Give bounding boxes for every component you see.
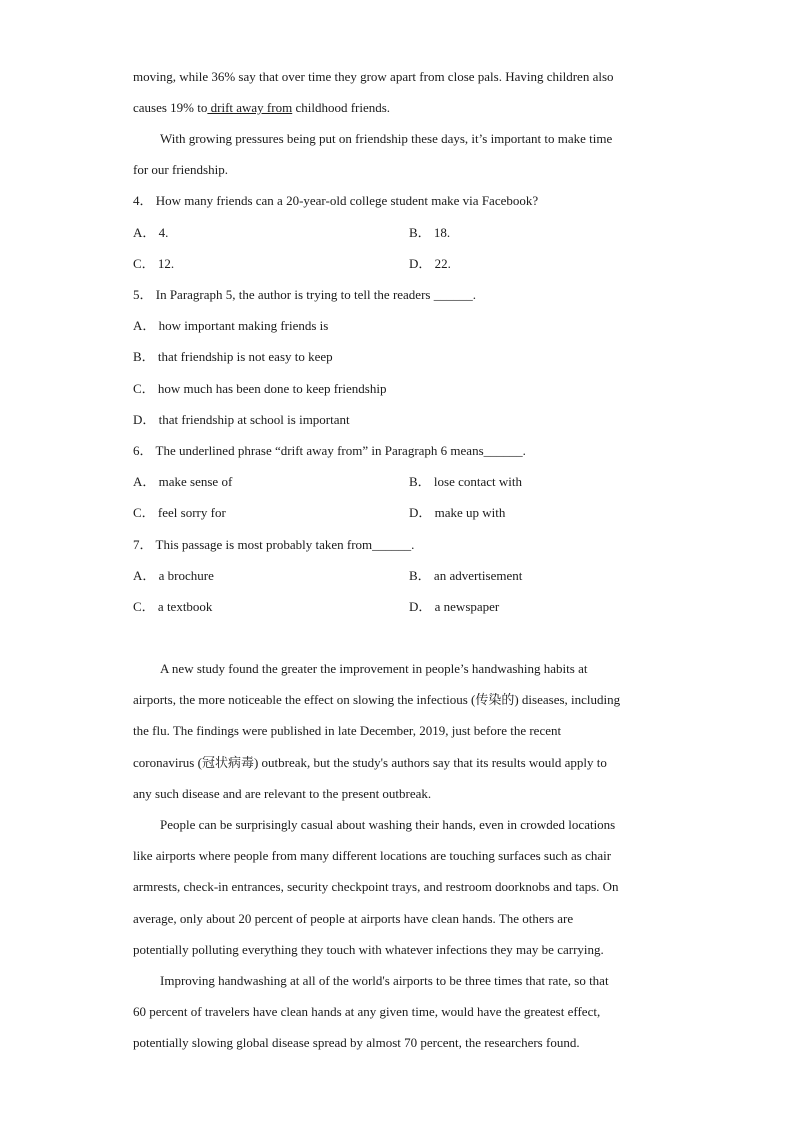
passage2-line: coronavirus (冠状病毒) outbreak, but the study's authors say that its results would apply to xyxy=(133,755,607,770)
option-row xyxy=(133,255,663,273)
option-d: D． a newspaper xyxy=(409,599,500,614)
option-d: D． 22. xyxy=(409,256,451,271)
passage2-line: 60 percent of travelers have clean hands at any given time, would have the greatest effect, xyxy=(133,1004,601,1019)
passage2-line: average, only about 20 percent of people at airports have clean hands. The others are xyxy=(133,911,574,926)
option-row xyxy=(133,473,663,491)
underlined-phrase: drift away from xyxy=(207,100,293,115)
passage2-line: airports, the more noticeable the effect on slowing the infectious (传染的) diseases, including xyxy=(133,692,621,707)
option-d: D． make up with xyxy=(409,505,506,520)
option-d: D． that friendship at school is important xyxy=(133,412,350,427)
question-stem: 5． In Paragraph 5, the author is trying to tell the readers ______. xyxy=(133,287,476,302)
passage1-line: moving, while 36% say that over time they grow apart from close pals. Having children also xyxy=(133,69,614,84)
passage2-line: any such disease and are relevant to the present outbreak. xyxy=(133,786,432,801)
option-c: C． feel sorry for xyxy=(133,505,226,520)
option-c: C． a textbook xyxy=(133,599,213,614)
passage1-line: With growing pressures being put on friendship these days, it’s important to make time xyxy=(160,131,613,146)
text-run: causes 19% to xyxy=(133,100,208,115)
passage2-line: People can be surprisingly casual about washing their hands, even in crowded locations xyxy=(160,817,616,832)
passage2-line: armrests, check-in entrances, security checkpoint trays, and restroom doorknobs and taps. On xyxy=(133,879,619,894)
option-c: C． how much has been done to keep friendship xyxy=(133,381,387,396)
passage2-line: potentially polluting everything they touch with whatever infections they may be carrying. xyxy=(133,942,604,957)
option-a: A． a brochure xyxy=(133,568,214,583)
option-b: B． an advertisement xyxy=(409,568,523,583)
passage1-line xyxy=(133,99,390,117)
option-b: B． that friendship is not easy to keep xyxy=(133,349,333,364)
option-b: B． lose contact with xyxy=(409,474,523,489)
option-a: A． make sense of xyxy=(133,474,233,489)
option-row xyxy=(133,224,663,242)
option-b: B． 18. xyxy=(409,225,451,240)
option-row xyxy=(133,567,663,585)
question-stem: 6． The underlined phrase “drift away from” in Paragraph 6 means______. xyxy=(133,443,526,458)
passage2-line: like airports where people from many different locations are touching surfaces such as chair xyxy=(133,848,612,863)
passage2-line: potentially slowing global disease spread by almost 70 percent, the researchers found. xyxy=(133,1035,580,1050)
passage2-line: Improving handwashing at all of the world's airports to be three times that rate, so that xyxy=(160,973,609,988)
question-stem: 4． How many friends can a 20-year-old college student make via Facebook? xyxy=(133,193,539,208)
option-a: A． how important making friends is xyxy=(133,318,329,333)
passage2-line: the flu. The findings were published in late December, 2019, just before the recent xyxy=(133,723,562,738)
option-c: C． 12. xyxy=(133,256,175,271)
text-run: childhood friends. xyxy=(292,100,391,115)
option-a: A． 4. xyxy=(133,225,169,240)
question-stem: 7． This passage is most probably taken from______. xyxy=(133,537,415,552)
option-row xyxy=(133,598,663,616)
passage2-line: A new study found the greater the improvement in people’s handwashing habits at xyxy=(160,661,588,676)
option-row xyxy=(133,504,663,522)
passage1-line: for our friendship. xyxy=(133,162,228,177)
